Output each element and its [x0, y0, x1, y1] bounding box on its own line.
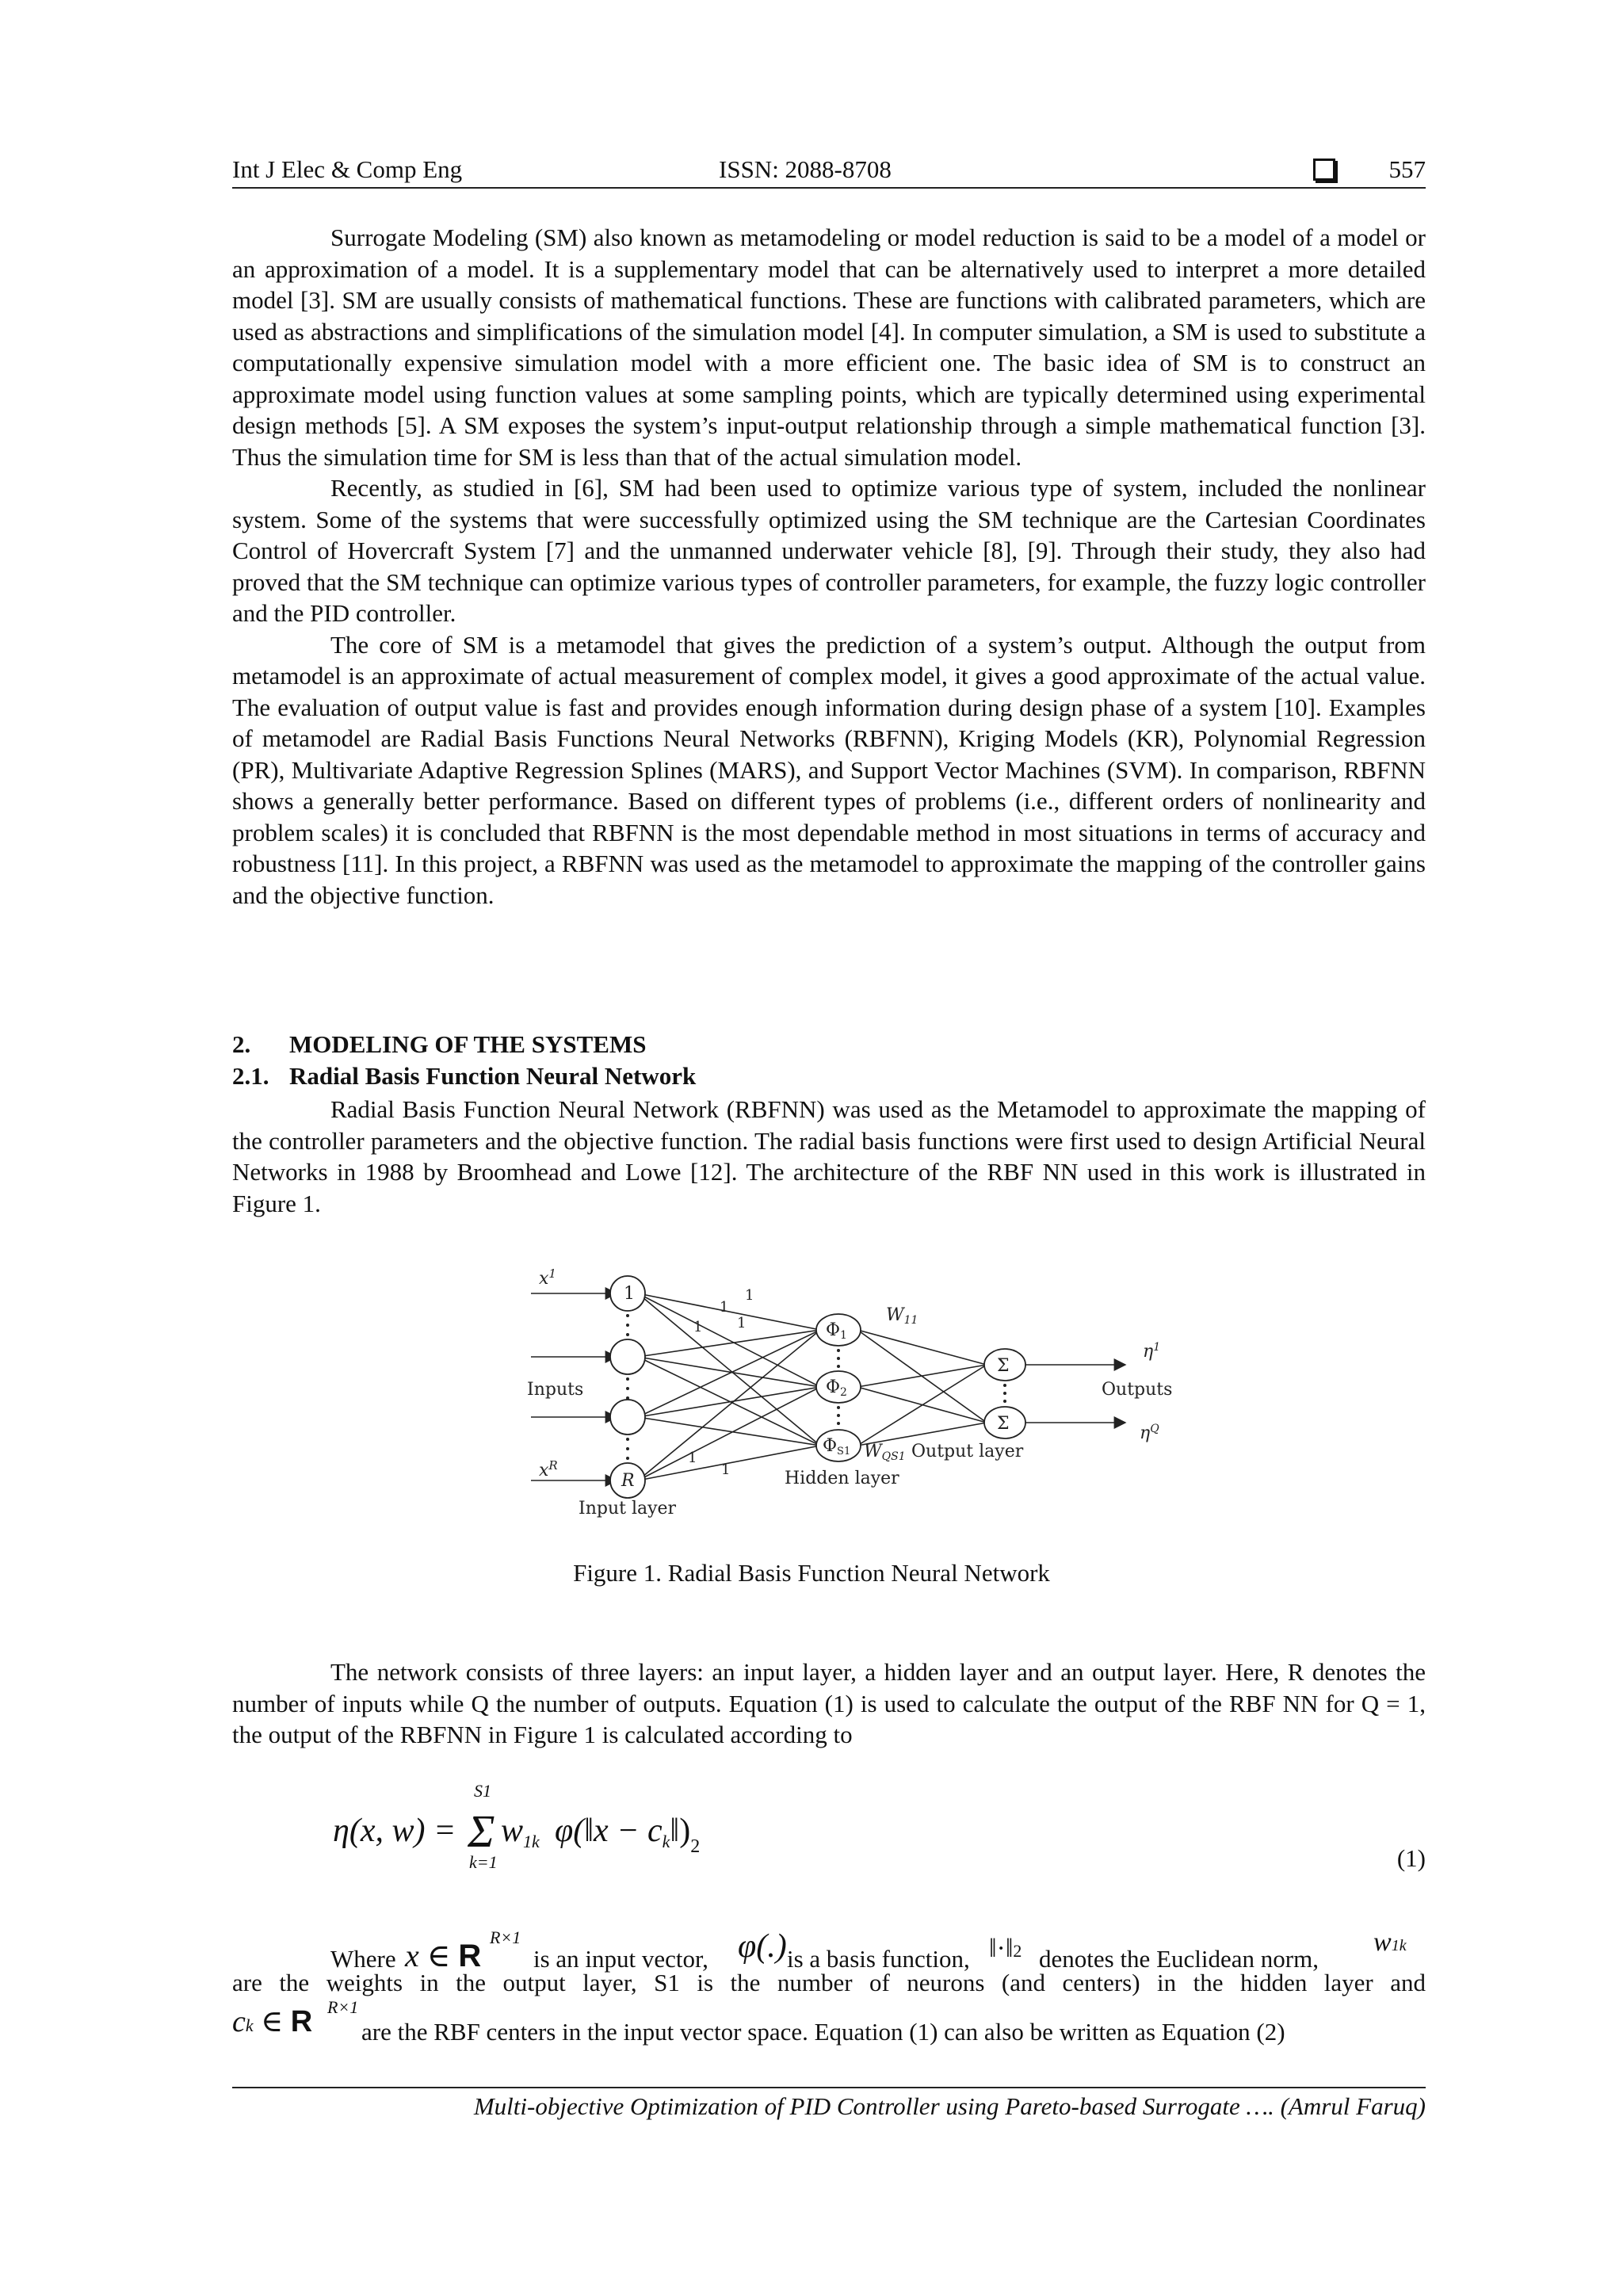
- section-title: MODELING OF THE SYSTEMS: [289, 1030, 647, 1058]
- equation-1: [333, 1779, 729, 1874]
- page-header: [232, 155, 1426, 187]
- paragraph-5: The network consists of three layers: an input layer, a hidden layer and an output layer. Here, R denotes the number of inputs while Q the number of outputs. Equation (1) is used to calculate the output of the RBF NN for Q = 1, the output of the RBFNN in Figure 1 is calculated according to: [232, 1658, 1426, 1748]
- issn: ISSN: 2088-8708: [719, 155, 892, 183]
- where-ck: ck ∈ R: [232, 2005, 313, 2038]
- paragraph-4: Radial Basis Function Neural Network (RBFNN) was used as the Metamodel to approximate the mapping of the controller parameters and the objective function. The radial basis functions were first used to design Artificial Neural Networks in 1988 by Broomhead and Lowe [12]. The architecture of the RBF NN used in this work is illustrated in Figure 1.: [232, 1095, 1426, 1217]
- subsection-number: 2.1.: [232, 1062, 269, 1090]
- hidden-node-2: Φ2: [826, 1377, 847, 1399]
- eq-sum-symbol: Σ: [468, 1805, 495, 1857]
- input-node-r: R: [621, 1471, 635, 1491]
- footer-rule: [232, 2087, 1426, 2088]
- section-heading: [232, 1030, 646, 1059]
- paragraph-1: Surrogate Modeling (SM) also known as metamodeling or model reduction is said to be a model of a model or an approximation of a model. It is a supplementary model that can be alternatively used to interpret a more detailed model [3]. SM are usually consists of mathematical functions. These are functions with calibrated parameters, which are used as abstractions and simplifications of the simulation model [4]. In computer simulation, a SM is used to substitute a computationally expensive simulation model with a more efficient one. The basic idea of SM is to construct an approximate model using function values at some sampling points, which are typically determined using experimental design methods [5]. A SM exposes the system’s input-output relationship through a simple mathematical function [3]. Thus the simulation time for SM is less than that of the actual simulation model.: [232, 223, 1426, 471]
- where-w1k: w1k: [1373, 1927, 1407, 1957]
- output-layer-label: Output layer: [911, 1442, 1024, 1461]
- input-node-1: 1: [624, 1284, 635, 1304]
- inputs-label: Inputs: [527, 1380, 584, 1400]
- equation-number: (1): [1396, 1844, 1426, 1872]
- output-eta-1: $\eta^1$: [1143, 1341, 1161, 1362]
- where-line-3-text: are the RBF centers in the input vector space. Equation (1) can also be written as Equation (2): [361, 2018, 1285, 2046]
- where-t3: denotes the Euclidean norm,: [1039, 1945, 1319, 1973]
- where-norm: ‖·‖2: [989, 1934, 1022, 1963]
- where-line-3: [232, 1997, 1426, 2045]
- weight-wqs1: WQS1: [864, 1442, 906, 1463]
- eq-phi: φ(‖x − $ck‖)_2$: [555, 1813, 701, 1857]
- hidden-layer-label: Hidden layer: [785, 1469, 899, 1488]
- input-layer-label: Input layer: [579, 1499, 677, 1519]
- where-t1: is an input vector,: [533, 1945, 708, 1973]
- where-line-1: [232, 1927, 1426, 1973]
- where-ck-rx1: R×1: [327, 1997, 359, 2017]
- eq-lhs: η(x, w) =: [333, 1813, 456, 1849]
- weight-label-1c: 1: [737, 1315, 747, 1331]
- input-top-label: $x^1$: [539, 1268, 556, 1289]
- where-rx1: R×1: [490, 1927, 521, 1947]
- rbf-network-diagram: [523, 1268, 1189, 1530]
- weight-w11: W11: [886, 1305, 918, 1327]
- subsection-text: [232, 1094, 1426, 1219]
- subsection-heading: [232, 1062, 696, 1091]
- figure-caption: Figure 1. Radial Basis Function Neural Network: [573, 1559, 1050, 1587]
- paragraph-3: The core of SM is a metamodel that gives the prediction of a system’s output. Although the output from metamodel is an approximate of actual measurement of complex model, it gives a good approximate of the actual value. The evaluation of output value is fast and provides enough information during design phase of a system [10]. Examples of metamodel are Radial Basis Functions Neural Networks (RBFNN), Kriging Models (KR), Polynomial Regression (PR), Multivariate Adaptive Regression Splines (MARS), and Support Vector Machines (SVM). In comparison, RBFNN shows a generally better performance. Based on different types of problems (i.e., different orders of nonlinearity and problem scales) it is concluded that RBFNN is the most dependable method in most situations in terms of accuracy and robustness [11]. In this project, a RBFNN was used as the metamodel to approximate the mapping of the controller gains and the objective function.: [232, 630, 1426, 909]
- where-x-in: x ∈ R: [405, 1938, 482, 1973]
- eq-weight: w1k: [501, 1813, 540, 1851]
- intro-text: [232, 222, 1426, 911]
- hidden-node-s1: ΦS1: [823, 1436, 851, 1457]
- output-eta-q: $\eta^Q$: [1140, 1423, 1159, 1443]
- outputs-label: Outputs: [1102, 1380, 1173, 1400]
- weight-label-1f: 1: [721, 1461, 731, 1478]
- page-footer: Multi-objective Optimization of PID Controller using Pareto-based Surrogate …. (Amrul Faruq): [473, 2092, 1426, 2120]
- weight-label-1d: 1: [693, 1319, 703, 1335]
- equation-1-graphic: [333, 1779, 729, 1874]
- weight-label-1b: 1: [720, 1299, 729, 1316]
- section-number: 2.: [232, 1030, 251, 1058]
- eq-sum-bottom: k=1: [469, 1852, 498, 1872]
- weight-label-1e: 1: [688, 1450, 697, 1466]
- hidden-node-1: Φ1: [826, 1320, 847, 1342]
- input-bottom-label: $x^R$: [539, 1458, 558, 1480]
- where-phi: φ(.): [738, 1928, 787, 1965]
- network-text: [232, 1656, 1426, 1751]
- output-sum-q: Σ: [997, 1414, 1010, 1434]
- output-sum-1: Σ: [997, 1356, 1010, 1376]
- weight-label-1a: 1: [745, 1287, 754, 1304]
- page-number: 557: [1388, 155, 1426, 183]
- journal-name: Int J Elec & Comp Eng: [232, 155, 463, 183]
- subsection-title: Radial Basis Function Neural Network: [289, 1062, 697, 1090]
- where-t2: is a basis function,: [787, 1945, 970, 1973]
- where-word: Where: [330, 1945, 396, 1973]
- header-rule: [232, 187, 1426, 189]
- eq-sum-top: S1: [474, 1781, 491, 1801]
- where-line-2: are the weights in the output layer, S1 is the number of neurons (and centers) in the hidden layer and: [232, 1969, 1426, 1996]
- checkbox-glyph-icon: [1313, 159, 1335, 181]
- paragraph-2: Recently, as studied in [6], SM had been used to optimize various type of system, included the nonlinear system. Some of the systems that were successfully optimized using the SM technique are the Cartesian Coordinates Control of Hovercraft System [7] and the unmanned underwater vehicle [8], [9]. Through their study, they also had proved that the SM technique can optimize various types of controller parameters, for example, the fuzzy logic controller and the PID controller.: [232, 474, 1426, 627]
- rbf-network-figure: [523, 1268, 1189, 1530]
